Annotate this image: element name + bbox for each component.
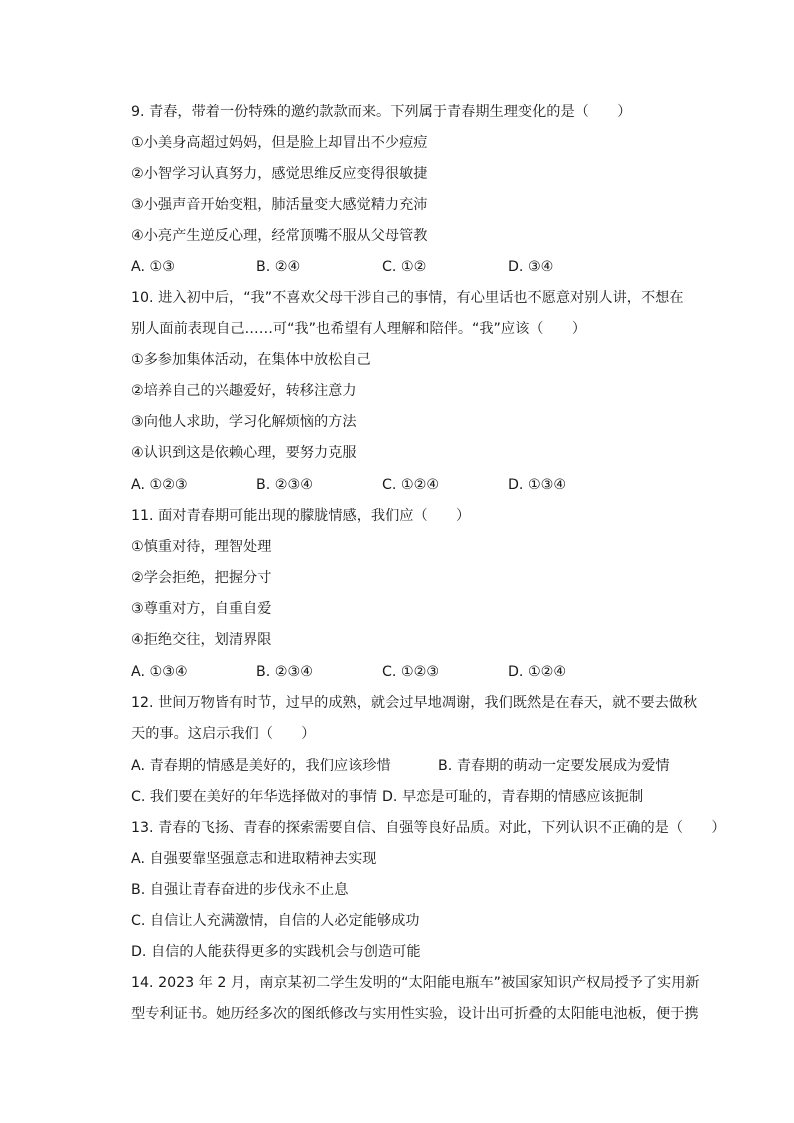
q9-item-2: ②小智学习认真努力，感觉思维反应变得很敏捷 xyxy=(131,166,428,182)
q10-stem-line-2: 别人面前表现自己……可“我”也希望有人理解和陪伴。“我”应该（ ） xyxy=(131,321,587,337)
q10-item-3: ③向他人求助，学习化解烦恼的方法 xyxy=(131,414,357,430)
q14-stem-line-1: 14. 2023 年 2 月，南京某初二学生发明的“太阳能电瓶车”被国家知识产权局授予了实用新 xyxy=(131,975,700,991)
q10-item-4: ④认识到这是依赖心理，要努力克服 xyxy=(131,445,357,461)
q10-option-c: C. ①②④ xyxy=(382,477,440,493)
q10-item-1: ①多参加集体活动，在集体中放松自己 xyxy=(131,352,371,368)
q10-stem-line-1: 10. 进入初中后，“我”不喜欢父母干涉自己的事情，有心里话也不愿意对别人讲，不想在 xyxy=(131,290,684,306)
q11-option-d: D. ①②④ xyxy=(508,664,567,680)
q14-stem-line-2: 型专利证书。她历经多次的图纸修改与实用性实验，设计出可折叠的太阳能电池板，便于携 xyxy=(131,1006,699,1022)
q11-stem: 11. 面对青春期可能出现的朦胧情感，我们应（ ） xyxy=(131,508,471,524)
q9-option-d: D. ③④ xyxy=(508,259,554,275)
q12-option-d: D. 早恋是可耻的，青春期的情感应该扼制 xyxy=(382,789,644,805)
q9-option-c: C. ①② xyxy=(382,259,427,275)
q13-option-b: B. 自强让青春奋进的步伐永不止息 xyxy=(131,882,349,898)
q13-stem: 13. 青春的飞扬、青春的探索需要自信、自强等良好品质。对此，下列认识不正确的是（ ） xyxy=(131,820,726,836)
q9-stem: 9. 青春，带着一份特殊的邀约款款而来。下列属于青春期生理变化的是（ ） xyxy=(131,104,632,120)
q11-option-c: C. ①②③ xyxy=(382,664,440,680)
q12-option-b: B. 青春期的萌动一定要发展成为爱情 xyxy=(438,758,670,774)
q11-option-a: A. ①③④ xyxy=(131,664,188,680)
q9-item-4: ④小亮产生逆反心理，经常顶嘴不服从父母管教 xyxy=(131,228,428,244)
q10-option-a: A. ①②③ xyxy=(131,477,188,493)
q11-item-1: ①慎重对待，理智处理 xyxy=(131,539,272,555)
q12-stem-line-1: 12. 世间万物皆有时节，过早的成熟，就会过早地凋谢，我们既然是在春天，就不要去做秋 xyxy=(131,695,698,711)
q11-item-4: ④拒绝交往，划清界限 xyxy=(131,632,272,648)
q11-item-3: ③尊重对方，自重自爱 xyxy=(131,601,272,617)
q13-option-d: D. 自信的人能获得更多的实践机会与创造可能 xyxy=(131,944,421,960)
q9-item-3: ③小强声音开始变粗，肺活量变大感觉精力充沛 xyxy=(131,197,428,213)
q11-item-2: ②学会拒绝，把握分寸 xyxy=(131,570,272,586)
q10-option-b: B. ②③④ xyxy=(256,477,313,493)
q9-option-a: A. ①③ xyxy=(131,259,175,275)
q11-option-b: B. ②③④ xyxy=(256,664,313,680)
q10-item-2: ②培养自己的兴趣爱好，转移注意力 xyxy=(131,383,357,399)
q10-option-d: D. ①③④ xyxy=(508,477,567,493)
q12-stem-line-2: 天的事。这启示我们（ ） xyxy=(131,726,316,742)
q9-item-1: ①小美身高超过妈妈，但是脸上却冒出不少痘痘 xyxy=(131,135,428,151)
q12-option-c: C. 我们要在美好的年华选择做对的事情 xyxy=(131,789,377,805)
q13-option-c: C. 自信让人充满激情，自信的人必定能够成功 xyxy=(131,913,420,929)
q13-option-a: A. 自强要靠坚强意志和进取精神去实现 xyxy=(131,851,377,867)
q12-option-a: A. 青春期的情感是美好的，我们应该珍惜 xyxy=(131,758,391,774)
q9-option-b: B. ②④ xyxy=(256,259,301,275)
